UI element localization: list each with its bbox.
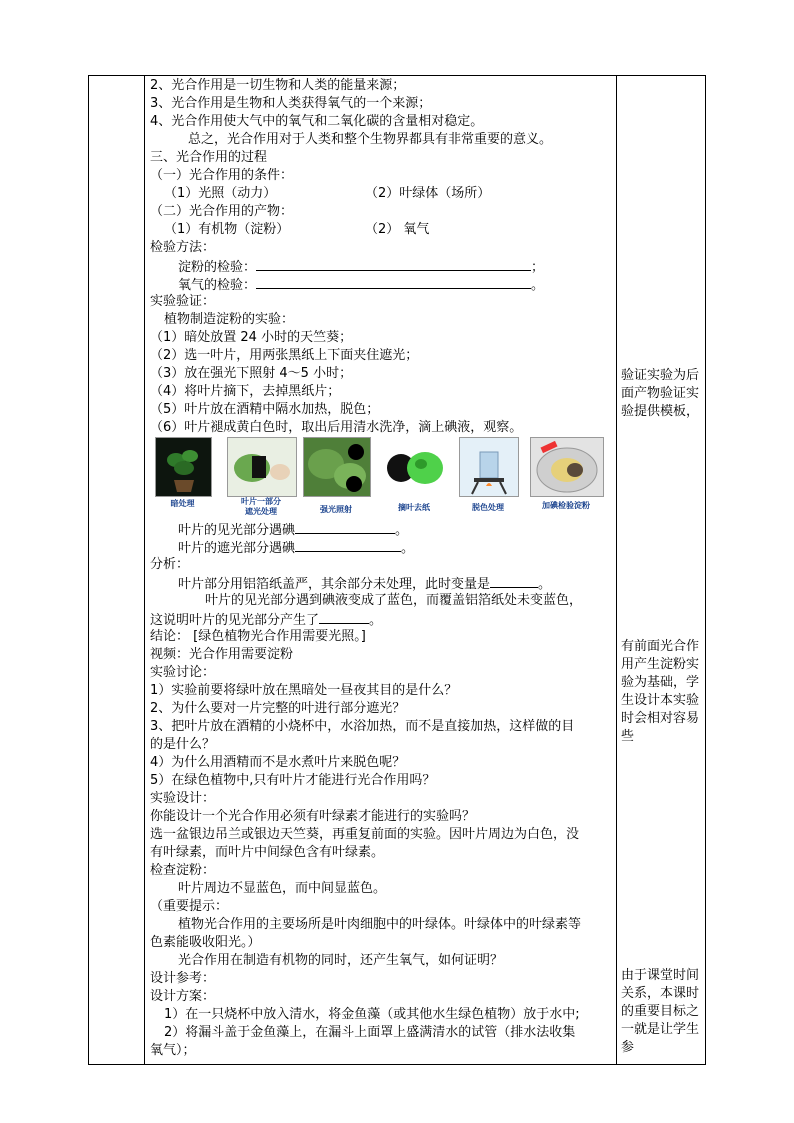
section-heading: 三、光合作用的过程 [150, 150, 268, 165]
step-line: 1）在一只烧杯中放入清水，将金鱼藻（或其他水生绿色植物）放于水中; [164, 1007, 580, 1022]
text-line: 总之，光合作用对于人类和整个生物界都具有非常重要的意义。 [188, 132, 553, 147]
question-line: 2、为什么要对一片完整的叶进行部分遮光？ [150, 701, 406, 716]
text-line: 叶片的见光部分遇到碘液变成了蓝色，而覆盖铝箔纸处未变蓝色， [205, 593, 583, 608]
text-line: 检验方法： [150, 240, 216, 255]
text-line: 分析： [150, 557, 190, 572]
fill-line-product: 这说明叶片的见光部分产生了 。 [150, 610, 382, 630]
text-line: （一）光合作用的条件： [150, 168, 294, 183]
text-line: 有叶绿素，而叶片中间绿色含有叶绿素。 [150, 845, 385, 860]
answer-blank[interactable] [490, 574, 538, 588]
text-line: 结论： [绿色植物光合作用需要光照。] [150, 629, 366, 644]
fill-line-lit: 叶片的见光部分遇碘 。 [178, 520, 408, 540]
fill-line-variable: 叶片部分用铝箔纸盖严，其余部分未处理，此时变量是 。 [178, 574, 551, 594]
step-line: 氧气）； [150, 1043, 196, 1058]
text-line: （2） 氧气 [365, 222, 430, 237]
text-line: 3、光合作用是生物和人类获得氧气的一个来源； [150, 96, 432, 111]
step-line: （3）放在强光下照射 4～5 小时； [150, 366, 353, 381]
step-line: （6）叶片褪成黄白色时，取出后用清水洗净，滴上碘液，观察。 [150, 420, 523, 435]
teaching-note: 有前面光合作用产生淀粉实验为基础，学生设计本实验时会相对容易些 [621, 639, 700, 744]
answer-blank[interactable] [295, 538, 401, 552]
question-line: 的是什么？ [150, 737, 216, 752]
text-line: 叶片周边不显蓝色，而中间显蓝色。 [178, 881, 387, 896]
photo-partial-cover [227, 437, 297, 497]
text-line: 色素能吸收阳光。） [150, 935, 261, 950]
photo-dark-treatment [155, 437, 212, 497]
teaching-note: 由于课堂时间关系，本课时的重要目标之一就是让学生参 [621, 968, 700, 1055]
text-line: 植物制造淀粉的实验： [164, 312, 295, 327]
question-line: 5）在绿色植物中,只有叶片才能进行光合作用吗？ [150, 773, 436, 788]
step-line: （5）叶片放在酒精中隔水加热，脱色； [150, 402, 380, 417]
step-line: （4）将叶片摘下，去掉黑纸片； [150, 384, 341, 399]
photo-caption: 摘叶去纸 [398, 503, 430, 512]
table-border-bottom [88, 1064, 706, 1065]
photo-caption: 强光照射 [320, 505, 352, 514]
text-line: （二）光合作用的产物： [150, 204, 294, 219]
text-line: （2）叶绿体（场所） [365, 186, 491, 201]
text-line: 实验设计： [150, 791, 216, 806]
step-line: （1）暗处放置 24 小时的天竺葵； [150, 330, 353, 345]
photo-remove-paper [380, 437, 450, 497]
photo-decolorize [459, 437, 519, 497]
table-border-left [88, 75, 89, 1065]
table-border-right [705, 75, 706, 1065]
answer-blank[interactable] [256, 275, 531, 289]
photo-iodine-test [530, 437, 604, 497]
text-line: 检查淀粉： [150, 863, 216, 878]
text-line: 植物光合作用的主要场所是叶肉细胞中的叶绿体。叶绿体中的叶绿素等 [178, 917, 582, 932]
answer-blank[interactable] [256, 257, 531, 271]
photo-caption: 叶片一部分 遮光处理 [241, 497, 281, 516]
photo-caption: 脱色处理 [472, 503, 504, 512]
table-border-top [88, 75, 706, 76]
text-line: 你能设计一个光合作用必须有叶绿素才能进行的实验吗？ [150, 809, 476, 824]
fill-line-oxygen: 氧气的检验： 。 [178, 275, 544, 295]
question-line: 1）实验前要将绿叶放在黑暗处一昼夜其目的是什么？ [150, 683, 458, 698]
question-line: 4）为什么用酒精而不是水煮叶片来脱色呢？ [150, 755, 406, 770]
text-line: 视频：光合作用需要淀粉 [150, 647, 294, 662]
photo-strong-light [303, 437, 371, 497]
teaching-note: 验证实验为后面产物验证实验提供模板， [621, 368, 700, 419]
fill-line-shaded: 叶片的遮光部分遇碘 。 [178, 538, 414, 558]
table-divider-1 [144, 75, 145, 1065]
question-line: 3、把叶片放在酒精的小烧杯中，水浴加热，而不是直接加热，这样做的目 [150, 719, 575, 734]
text-line: （1）光照（动力） [164, 186, 277, 201]
fill-line-starch: 淀粉的检验： ； [178, 257, 544, 277]
text-line: 选一盆银边吊兰或银边天竺葵，再重复前面的实验。因叶片周边为白色，没 [150, 827, 580, 842]
text-line: （重要提示： [150, 899, 229, 914]
photo-caption: 加碘检验淀粉 [542, 501, 590, 510]
answer-blank[interactable] [295, 520, 395, 534]
text-line: 光合作用在制造有机物的同时，还产生氧气，如何证明？ [178, 953, 504, 968]
text-line: 设计方案： [150, 989, 216, 1004]
step-line: （2）选一叶片，用两张黑纸上下面夹住遮光； [150, 348, 419, 363]
text-line: 4、光合作用使大气中的氧气和二氧化碳的含量相对稳定。 [150, 114, 484, 129]
table-divider-2 [616, 75, 617, 1065]
step-line: 2）将漏斗盖于金鱼藻上，在漏斗上面罩上盛满清水的试管（排水法收集 [164, 1025, 576, 1040]
text-line: 实验讨论： [150, 665, 216, 680]
photo-caption: 暗处理 [170, 499, 195, 508]
text-line: （1）有机物（淀粉） [164, 222, 290, 237]
text-line: 实验验证： [150, 294, 216, 309]
answer-blank[interactable] [319, 610, 369, 624]
text-line: 2、光合作用是一切生物和人类的能量来源； [150, 78, 406, 93]
text-line: 设计参考： [150, 971, 216, 986]
